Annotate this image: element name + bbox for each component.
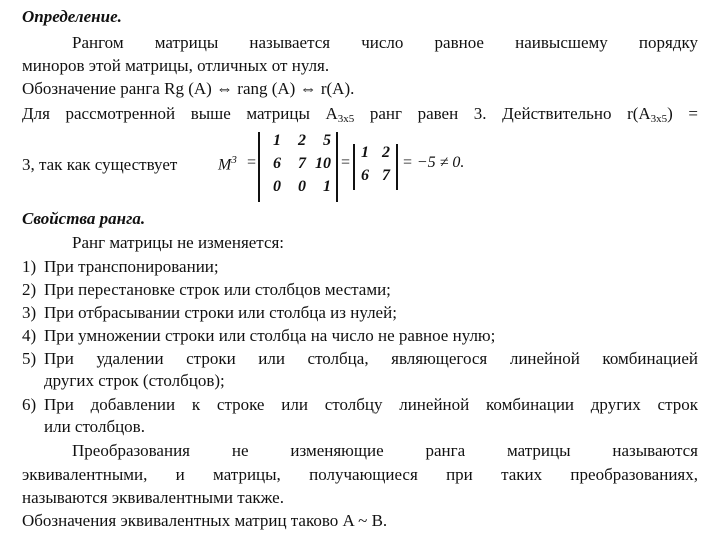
- property-item: [22, 256, 698, 278]
- example-subscript-2: 3x5: [650, 113, 668, 125]
- det3-cell: 1: [323, 178, 331, 195]
- rank-notation: Обозначение ранга Rg (A) ⇔ rang (A) ⇔ r(A).: [22, 79, 355, 98]
- equivalence-line-3: называются эквивалентными также.: [22, 488, 284, 507]
- property-text: При транспонировании;: [44, 257, 219, 276]
- example-part-b: ранг равен 3. Действительно r(A: [354, 104, 651, 123]
- property-number: 2): [22, 280, 37, 299]
- property-number: 4): [22, 326, 37, 345]
- property-text: При умножении строки или столбца на число не равное нулю;: [44, 326, 496, 345]
- minor-label: [218, 154, 237, 174]
- property-text: При удалении строки или столбца, являющегося линейной комбинацией: [44, 349, 698, 368]
- property-text: При перестановке строк или столбцов местами;: [44, 280, 391, 299]
- property-text-continued: или столбцов.: [44, 417, 145, 436]
- example-subscript: 3x5: [337, 113, 355, 125]
- property-text: При добавлении к строке или столбцу линейной комбинации других строк: [44, 395, 698, 414]
- definition-line-1: Рангом матрицы называется число равное наивысшему порядку: [72, 33, 698, 52]
- det2-cell: 1: [361, 144, 369, 161]
- property-number: 1): [22, 257, 37, 276]
- equivalence-notation: Обозначения эквивалентных матриц таково A ~ B.: [22, 511, 388, 530]
- det3-cell: 7: [298, 155, 306, 172]
- properties-heading: Свойства ранга.: [22, 209, 146, 228]
- det3-cell: 0: [273, 178, 281, 195]
- definition-heading: Определение.: [22, 7, 122, 26]
- property-number: 6): [22, 395, 37, 414]
- det3-cell: 0: [298, 178, 306, 195]
- equals-sign: =: [246, 154, 257, 171]
- det3-cell: 2: [298, 132, 306, 149]
- minor-letter: M: [218, 156, 232, 174]
- equals-sign-2: =: [340, 154, 351, 171]
- example-part-a: Для рассмотренной выше матрицы A: [22, 104, 338, 123]
- exists-text: 3, так как существует: [22, 155, 178, 174]
- det3-cell: 1: [273, 132, 281, 149]
- determinant-2x2: [352, 144, 396, 190]
- det2-cell: 6: [361, 167, 369, 184]
- property-number: 3): [22, 303, 37, 322]
- properties-intro: Ранг матрицы не изменяется:: [72, 233, 285, 252]
- equivalence-line-2: эквивалентными, и матрицы, получающиеся при таких преобразованиях,: [22, 465, 698, 484]
- det3-cell: 6: [273, 155, 281, 172]
- property-number: 5): [22, 349, 37, 368]
- det3-right-bar: [336, 132, 338, 202]
- det2-right-bar: [396, 144, 398, 190]
- example-sentence: [22, 103, 698, 125]
- property-item: [22, 302, 698, 324]
- property-item: [22, 279, 698, 301]
- property-text: При отбрасывании строки или столбца из нулей;: [44, 303, 397, 322]
- determinant-3x3: [260, 132, 336, 202]
- property-item: [22, 394, 698, 438]
- definition-line-2: миноров этой матрицы, отличных от нуля.: [22, 56, 330, 75]
- minor-superscript: 3: [231, 154, 237, 166]
- equivalence-line-1: Преобразования не изменяющие ранга матрицы называются: [72, 441, 698, 460]
- determinant-result: = −5 ≠ 0.: [402, 154, 465, 171]
- example-part-c: ) =: [667, 104, 699, 123]
- det3-cell: 5: [323, 132, 331, 149]
- det2-cell: 2: [382, 144, 390, 161]
- det3-cell: 10: [315, 155, 331, 172]
- property-item: [22, 325, 698, 347]
- property-item: [22, 348, 698, 392]
- property-text-continued: других строк (столбцов);: [44, 371, 225, 390]
- det2-cell: 7: [382, 167, 390, 184]
